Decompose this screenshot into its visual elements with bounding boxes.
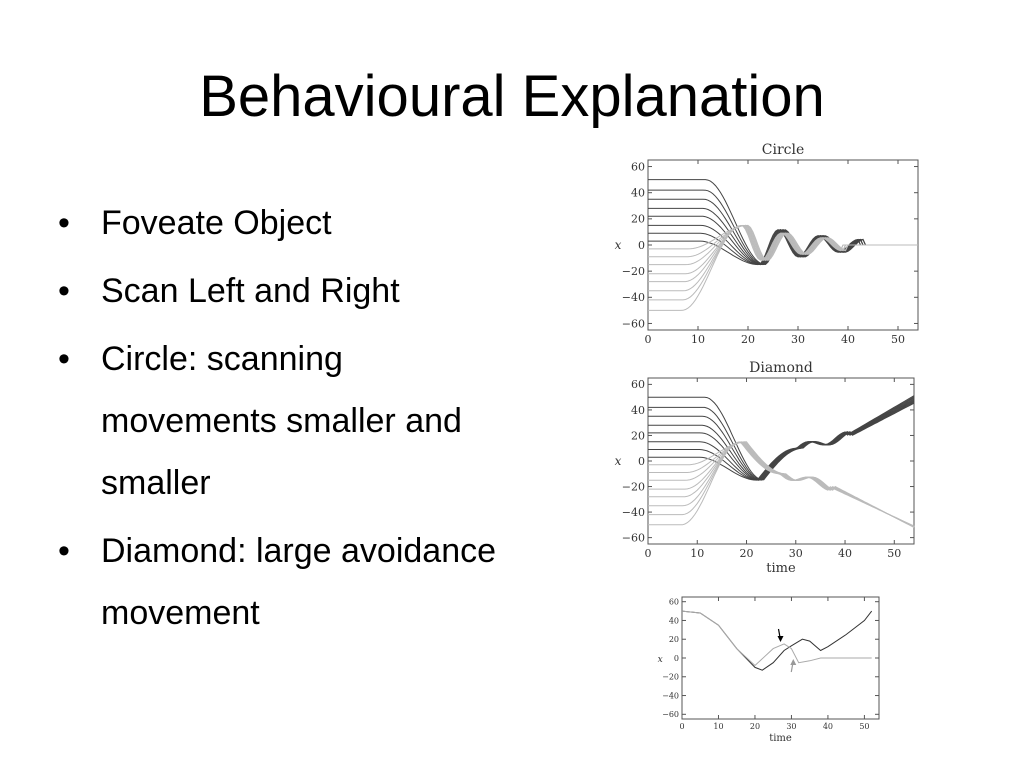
bullet-text: Scan Left and Right	[101, 272, 400, 310]
y-tick-label: 60	[668, 597, 679, 607]
chart-title: Diamond	[749, 360, 813, 376]
x-tick-label: 40	[838, 547, 853, 560]
bullet-symbol: •	[58, 340, 70, 378]
series-line	[682, 611, 872, 665]
y-tick-label: −20	[621, 480, 645, 494]
annotation-arrowhead	[790, 659, 796, 665]
x-tick-label: 20	[741, 333, 755, 346]
chart-title: Circle	[761, 142, 805, 158]
bullet-symbol: •	[58, 204, 70, 242]
trajectory-line	[648, 402, 914, 480]
trajectory-line	[648, 190, 918, 264]
trajectory-line	[648, 401, 914, 480]
bullet-item	[58, 192, 508, 254]
y-axis-label: x	[657, 655, 663, 665]
x-tick-label: 0	[644, 333, 652, 346]
plot-frame	[648, 378, 914, 544]
bullet-symbol: •	[58, 532, 70, 570]
y-tick-label: 0	[673, 653, 679, 663]
y-tick-label: 0	[638, 454, 645, 468]
trajectory-line	[648, 216, 918, 264]
x-tick-label: 20	[739, 547, 754, 560]
y-axis-label: x	[614, 238, 622, 252]
y-tick-label: 40	[631, 186, 645, 200]
trajectory-line	[648, 400, 914, 480]
x-tick-label: 40	[822, 722, 834, 731]
diamond-chart-svg	[600, 356, 930, 581]
y-tick-label: 0	[638, 238, 645, 252]
y-tick-label: 20	[668, 635, 679, 645]
x-tick-label: 30	[786, 722, 797, 731]
x-tick-label: 50	[859, 722, 870, 731]
bullet-text: Diamond: large avoidance movement	[101, 532, 497, 632]
single-trajectory-chart-svg	[645, 590, 895, 750]
x-tick-label: 50	[887, 547, 902, 560]
slide-title: Behavioural Explanation	[199, 64, 825, 129]
y-tick-label: −20	[662, 672, 679, 682]
x-tick-label: 0	[679, 722, 685, 731]
trajectory-line	[648, 398, 914, 480]
trajectory-line	[648, 396, 914, 480]
x-axis-label: time	[769, 733, 792, 744]
x-axis-label: time	[766, 561, 796, 576]
diamond-plot	[600, 356, 930, 581]
y-tick-label: 40	[668, 616, 679, 626]
y-tick-label: −60	[621, 531, 645, 545]
y-tick-label: −60	[621, 317, 645, 331]
bullet-item	[58, 260, 508, 322]
y-tick-label: 60	[631, 160, 645, 174]
x-tick-label: 20	[749, 722, 761, 731]
bullet-text: Circle: scanning movements smaller and smaller	[101, 340, 462, 502]
y-tick-label: 60	[631, 378, 645, 392]
y-tick-label: −20	[621, 265, 645, 279]
bullet-text: Foveate Object	[101, 204, 332, 242]
x-tick-label: 0	[644, 547, 652, 560]
circle-plot	[600, 140, 930, 350]
x-tick-label: 10	[713, 722, 724, 731]
y-tick-label: −40	[662, 691, 679, 701]
trajectory-line	[648, 399, 914, 480]
x-tick-label: 10	[690, 547, 705, 560]
bullet-item	[58, 328, 508, 514]
x-tick-label: 30	[791, 333, 805, 346]
y-tick-label: −40	[621, 291, 645, 305]
trajectory-line	[648, 397, 914, 480]
x-tick-label: 30	[788, 547, 803, 560]
y-axis-label: x	[614, 454, 622, 468]
y-tick-label: −60	[662, 710, 679, 720]
bullet-item	[58, 520, 508, 644]
x-tick-label: 50	[891, 333, 905, 346]
x-tick-label: 40	[841, 333, 855, 346]
y-tick-label: 20	[631, 212, 645, 226]
bullet-list	[58, 192, 508, 650]
x-tick-label: 10	[691, 333, 705, 346]
bullet-symbol: •	[58, 272, 70, 310]
annotation-arrowhead	[778, 636, 784, 642]
trajectory-line	[648, 397, 914, 480]
y-tick-label: 20	[631, 429, 645, 443]
y-tick-label: −40	[621, 505, 645, 519]
single-trajectory-plot	[645, 590, 895, 750]
y-tick-label: 40	[631, 403, 645, 417]
trajectory-line	[648, 180, 918, 265]
circle-chart-svg	[600, 140, 930, 350]
